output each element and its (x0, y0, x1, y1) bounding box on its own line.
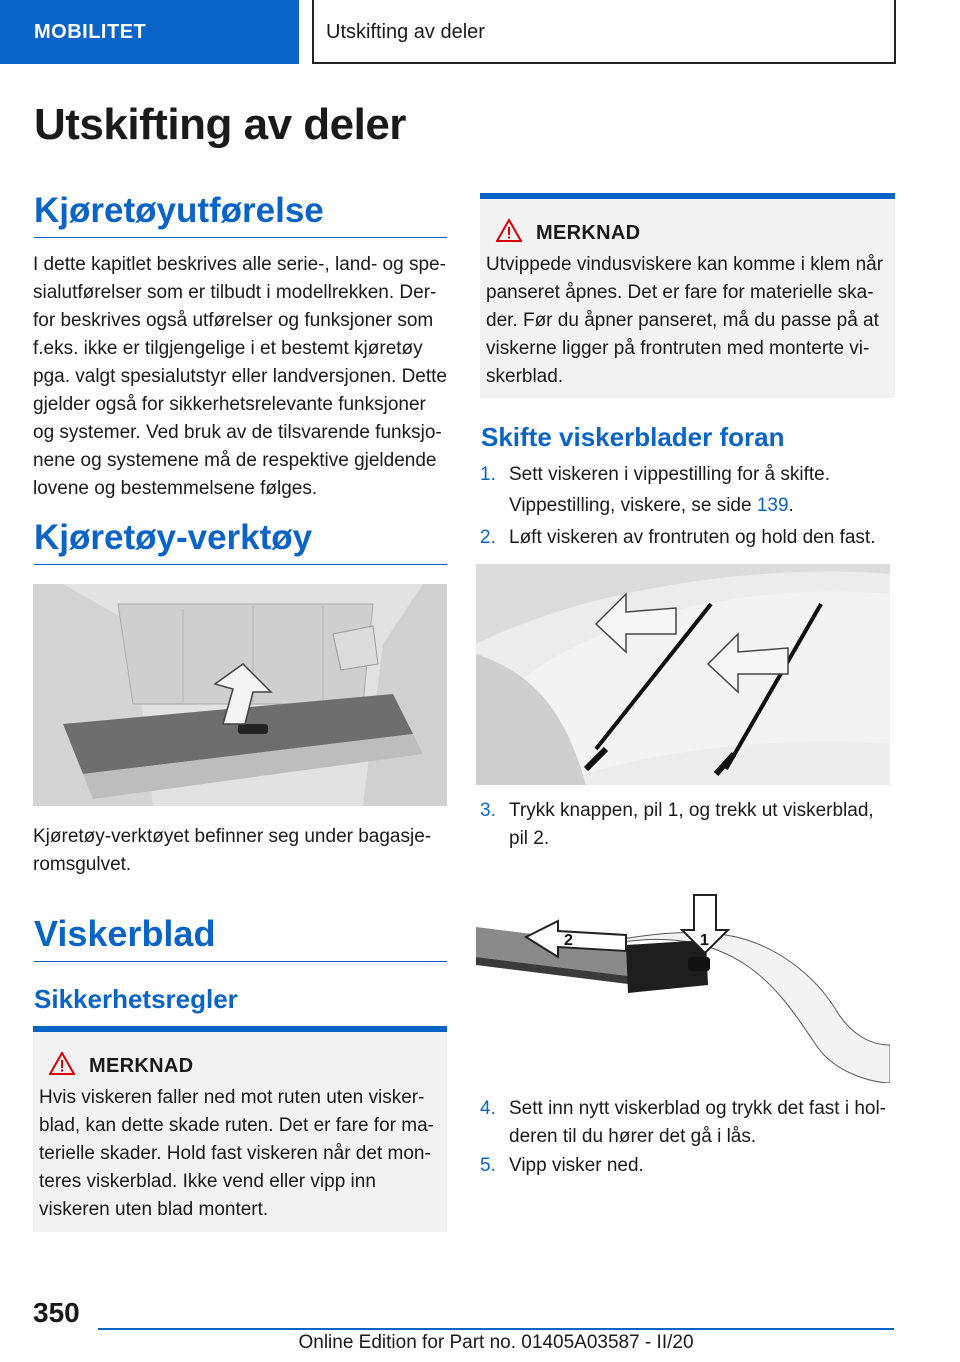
notice-title: MERKNAD (536, 221, 641, 244)
page-title: Utskifting av deler (34, 100, 406, 149)
trunk-tools-figure (33, 584, 447, 806)
step-5: 5. Vipp visker ned. (480, 1155, 644, 1176)
step-3: 3. Trykk knappen, pil 1, og trekk ut viskerblad, pil 2. (480, 800, 874, 849)
notice-text: Hvis viskeren faller ned mot ruten uten visker- blad, kan dette skade ruten. Det er fare for ma- terielle skader. Hold fast viskeren når det mon- teres viskerblad. Ikke vend eller vipp inn viskeren uten blad montert. (39, 1087, 434, 1220)
warning-triangle-icon (496, 219, 522, 247)
page-link[interactable]: 139 (756, 495, 789, 516)
vehicle-version-text: I dette kapitlet beskrives alle serie-, land- og spe- sialutførelser som er tilbudt i modellrekken. Der- for beskrives også utførelser og funksjoner som f.eks. ikke er tilgjengelige i et bestemt kjøretøy pga. valgt spesialutstyr eller landversjonen. Dette gjelder også for sikkerhetsrelevante funksjoner og systemer. Ved bruk av de tilsvarende funksjo- nene og systemene må de respektive gjeldende lovene og bestemmelsene følges. (33, 254, 448, 499)
page-number: 350 (33, 1297, 80, 1328)
wiper-release-figure (476, 885, 890, 1083)
heading-safety-rules: Sikkerhetsregler (34, 984, 238, 1014)
step-4: 4. Sett inn nytt viskerblad og trykk det fast i hol- deren til du hører det gå i lås. (480, 1098, 887, 1147)
heading-vehicle-tools: Kjøretøy-verktøy (34, 518, 447, 565)
notice-text: Utvippede vindusviskere kan komme i klem når panseret åpnes. Det er fare for materielle ska- der. Før du åpner panseret, må du passe på at viskerne ligger på frontruten med monterte vi- skerblad. (486, 254, 884, 387)
notice-box-hood (480, 193, 895, 398)
section-tab[interactable]: MOBILITET (0, 0, 299, 64)
notice-title: MERKNAD (89, 1054, 194, 1077)
warning-triangle-icon (49, 1052, 75, 1080)
heading-change-front-wipers: Skifte viskerblader foran (481, 422, 785, 452)
heading-wiper-blade: Viskerblad (34, 913, 447, 962)
arrow-label-2: 2 (564, 932, 573, 949)
footer-edition: Online Edition for Part no. 01405A03587 - II/20 (298, 1332, 694, 1353)
notice-box-wiper (33, 1026, 447, 1232)
windshield-wipers-figure (476, 564, 890, 785)
step-2: 2. Løft viskeren av frontruten og hold den fast. (480, 527, 876, 548)
vehicle-tools-text: Kjøretøy-verktøyet befinner seg under bagasje- romsgulvet. (33, 826, 432, 875)
heading-vehicle-version: Kjøretøyutførelse (34, 191, 447, 238)
step-1: 1. Sett viskeren i vippestilling for å skifte. Vippestilling, viskere, se side 139. (480, 464, 831, 516)
arrow-label-1: 1 (700, 932, 709, 949)
breadcrumb: Utskifting av deler (312, 0, 896, 64)
footer-rule (98, 1328, 894, 1330)
